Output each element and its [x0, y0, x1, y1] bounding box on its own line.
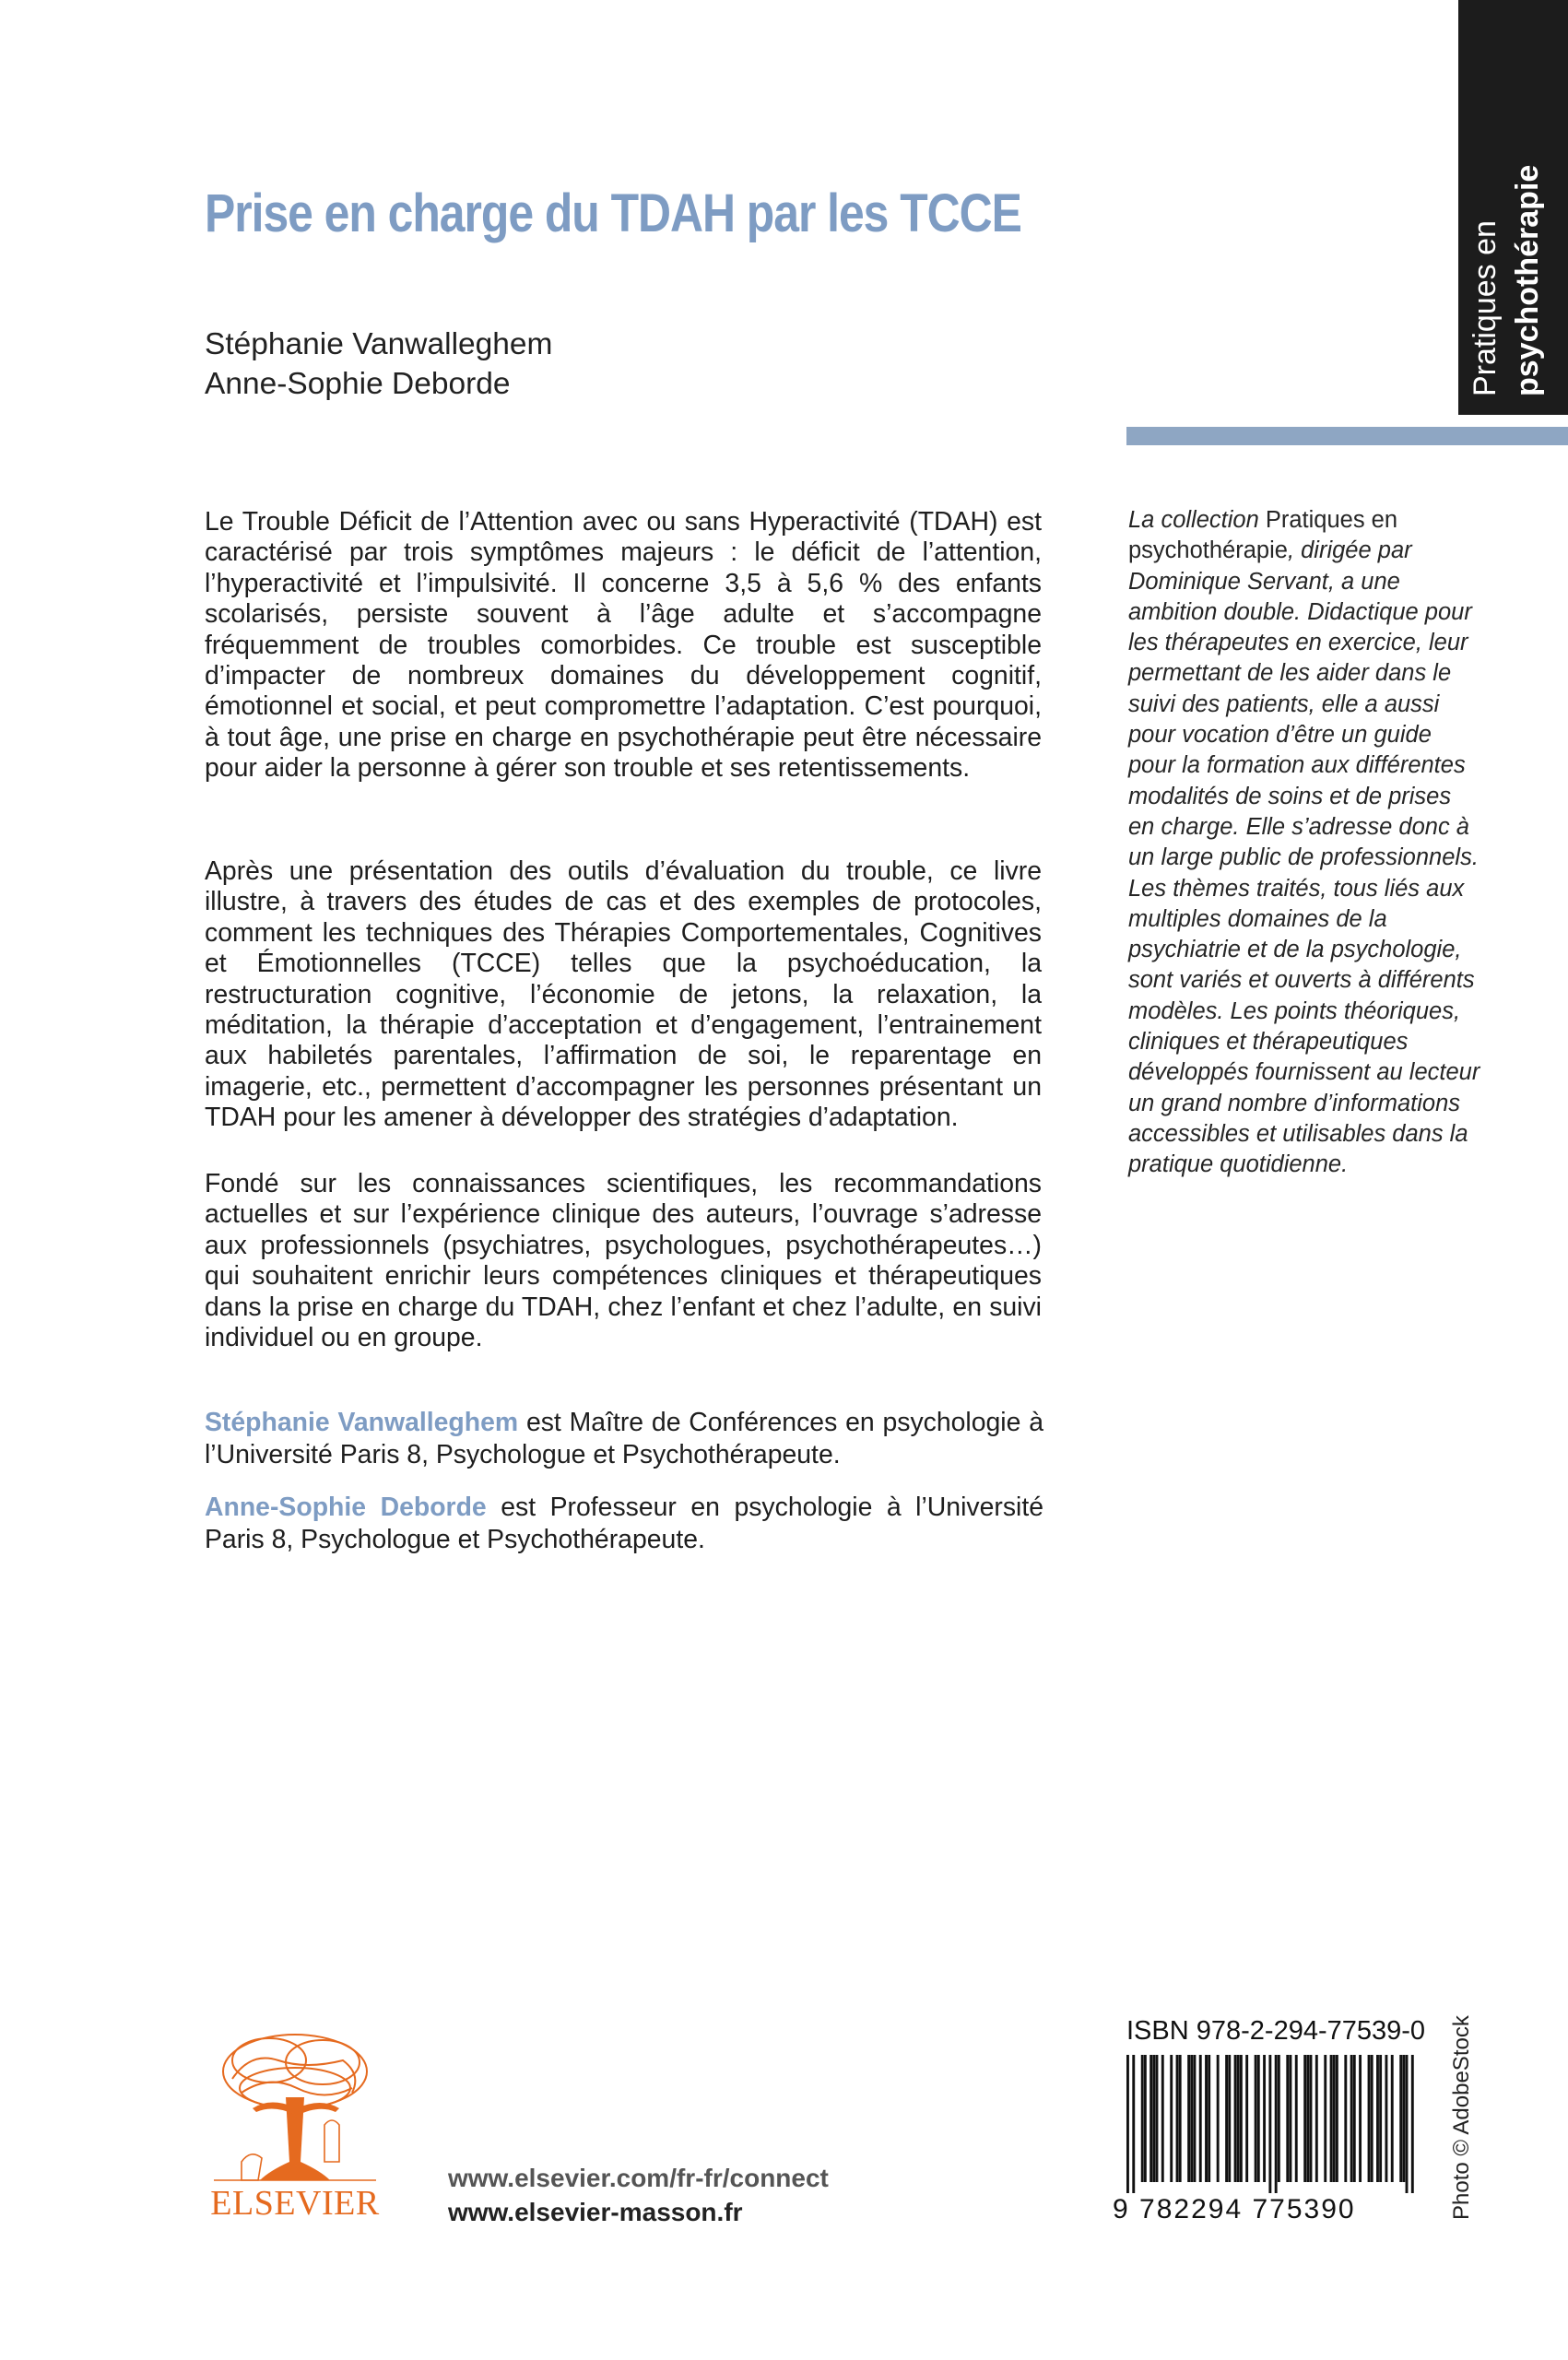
photo-credit-text: Photo © AdobeStock [1449, 2015, 1474, 2220]
barcode-bar [1353, 2055, 1356, 2182]
barcode-bar [1336, 2055, 1338, 2182]
barcode-bar [1289, 2055, 1291, 2182]
barcode-bar [1187, 2055, 1190, 2182]
barcode-bar [1391, 2055, 1394, 2182]
bio-name-2: Anne-Sophie Deborde [205, 1493, 487, 1522]
author-name-1: Stéphanie Vanwalleghem [205, 327, 553, 361]
barcode-bar [1310, 2055, 1313, 2182]
bio-text-1: est Maître de Conférences en psychologie à l’Université Paris 8, Psychologue et Psychothérapeute. [205, 1408, 1043, 1469]
barcode-bar [1156, 2055, 1159, 2182]
barcode-bar [1170, 2055, 1173, 2182]
barcode-bar [1303, 2055, 1306, 2182]
bio-name-1: Stéphanie Vanwalleghem [205, 1408, 519, 1437]
spine-line-1: Pratiques en [1468, 220, 1503, 396]
barcode-bar [1376, 2055, 1379, 2182]
publisher-url-1[interactable]: www.elsevier.com/fr-fr/connect [448, 2164, 829, 2192]
barcode-bar [1333, 2055, 1336, 2182]
barcode-bar [1161, 2055, 1164, 2182]
barcode-bar [1350, 2055, 1353, 2182]
publisher-url-2[interactable]: www.elsevier-masson.fr [448, 2198, 743, 2226]
barcode-bar [1315, 2055, 1318, 2182]
author-bio-1 [205, 1407, 1043, 1471]
collection-description [1128, 505, 1483, 1181]
barcode-bar [1205, 2055, 1208, 2182]
barcode-bar [1286, 2055, 1289, 2182]
barcode-bar [1245, 2055, 1248, 2182]
barcode-bar [1132, 2055, 1135, 2193]
summary-paragraph-3: Fondé sur les connaissances scientifiques, les recommandations actuelles et sur l’expérience clinique des auteurs, l’ouvrage s’adresse aux professionnels (psychiatres, psychologues, psychothérapeutes…) qui souhaitent enrichir leurs compétences cliniques et thérapeutiques dans la prise en charge du TDAH, chez l’enfant et chez l’adulte, en suivi individuel ou en groupe. [205, 1169, 1042, 1353]
author-bio-2 [205, 1492, 1043, 1556]
author-name-2: Anne-Sophie Deborde [205, 367, 511, 401]
barcode-bar [1324, 2055, 1326, 2182]
barcode-bar [1240, 2055, 1243, 2182]
barcode-bar [1330, 2055, 1333, 2182]
barcode-bar [1255, 2055, 1257, 2182]
barcode-bar [1295, 2055, 1298, 2182]
barcode-bar [1193, 2055, 1196, 2182]
barcode-bar [1141, 2055, 1144, 2182]
barcode-bar [1152, 2055, 1155, 2182]
collection-text: , dirigée par Dominique Servant, a une ambition double. Didactique pour les thérapeutes en exercice, leur permettant de les aider dans le suivi des patients, elle a aussi pour vocation d’être un guide pour la formation aux différentes modalités de soins et de prises en charge. Elle s’adresse donc à un large public de professionnels. Les thèmes traités, tous liés aux multiples domaines de la psychiatrie et de la psychologie, sont variés et ouverts à différents modèles. Les points théoriques, cliniques et thérapeutiques développés fournissent au lecteur un grand nombre d’informations accessibles et utilisables dans la pratique quotidienne. [1128, 537, 1480, 1178]
collection-name: Pratiques en psychothérapie [1128, 507, 1398, 564]
collection-intro: La collection [1128, 507, 1266, 533]
barcode-bar [1149, 2055, 1152, 2182]
barcode-bar [1228, 2055, 1231, 2182]
summary-paragraph-1: Le Trouble Déficit de l’Attention avec ou sans Hyperactivité (TDAH) est caractérisé par trois symptômes majeurs : le déficit de l’attention, l’hyperactivité et l’impulsivité. Il concerne 3,5 à 5,6 % des enfants scolarisés, persiste souvent à l’âge adulte et s’accompagne fréquemment de troubles comorbides. Ce trouble est susceptible d’impacter de nombreux domaines du développement cognitif, émotionnel et social, et peut compromettre l’adaptation. C’est pourquoi, à tout âge, une prise en charge en psychothérapie peut être nécessaire pour aider la personne à gérer son trouble et ses retentissements. [205, 507, 1042, 784]
barcode-bar [1257, 2055, 1260, 2182]
barcode-bar [1208, 2055, 1210, 2182]
barcode-bar [1379, 2055, 1382, 2182]
isbn-label: ISBN 978-2-294-77539-0 [1126, 2016, 1426, 2046]
summary-paragraph-2: Après une présentation des outils d’évaluation du trouble, ce livre illustre, à travers des études de cas et des exemples de protocoles, comment les techniques des Thérapies Comportementales, Cognitives et Émotionnelles (TCCE) telles que la psychoéducation, la restructuration cognitive, l’économie de jetons, la relaxation, la méditation, la thérapie d’acceptation et d’engagement, l’entrainement aux habiletés parentales, l’affirmation de soi, le reparentage en imagerie, etc., permettent d’accompagner les personnes présentant un TDAH pour les amener à développer des stratégies d’adaptation. [205, 856, 1042, 1133]
barcode-bar [1190, 2055, 1193, 2182]
barcode-bar [1176, 2055, 1179, 2182]
publisher-wordmark: ELSEVIER [210, 2184, 380, 2223]
barcode-bar [1359, 2055, 1362, 2182]
ean-digits: 9 782294 775390 [1113, 2194, 1356, 2224]
bio-text-2: est Professeur en psychologie à l’Université Paris 8, Psychologue et Psychothérapeute. [205, 1493, 1043, 1554]
barcode-bar [1411, 2055, 1414, 2193]
barcode-bar [1306, 2055, 1309, 2182]
divider-bar [1126, 427, 1568, 445]
barcode-bar [1268, 2055, 1271, 2193]
barcode-bar [1263, 2055, 1266, 2182]
barcode-bar [1234, 2055, 1237, 2182]
barcode-bar [1385, 2055, 1387, 2182]
barcode-bar [1344, 2055, 1347, 2182]
barcode-bar [1199, 2055, 1202, 2182]
barcode-bar [1402, 2055, 1405, 2182]
barcode-bar [1275, 2055, 1278, 2193]
barcode-bar [1406, 2055, 1409, 2193]
barcode-bar [1368, 2055, 1371, 2182]
barcode-bar [1399, 2055, 1402, 2182]
barcode-bar [1278, 2055, 1280, 2182]
barcode [1126, 2055, 1414, 2193]
barcode-bar [1217, 2055, 1220, 2182]
barcode-bar [1225, 2055, 1228, 2182]
barcode-bar [1144, 2055, 1147, 2182]
barcode-bar [1371, 2055, 1373, 2182]
barcode-bar [1237, 2055, 1240, 2182]
barcode-bar [1179, 2055, 1182, 2182]
barcode-bar [1126, 2055, 1129, 2193]
spine-line-2: psychothérapie [1510, 164, 1545, 396]
book-title: Prise en charge du TDAH par les TCCE [205, 183, 1021, 243]
